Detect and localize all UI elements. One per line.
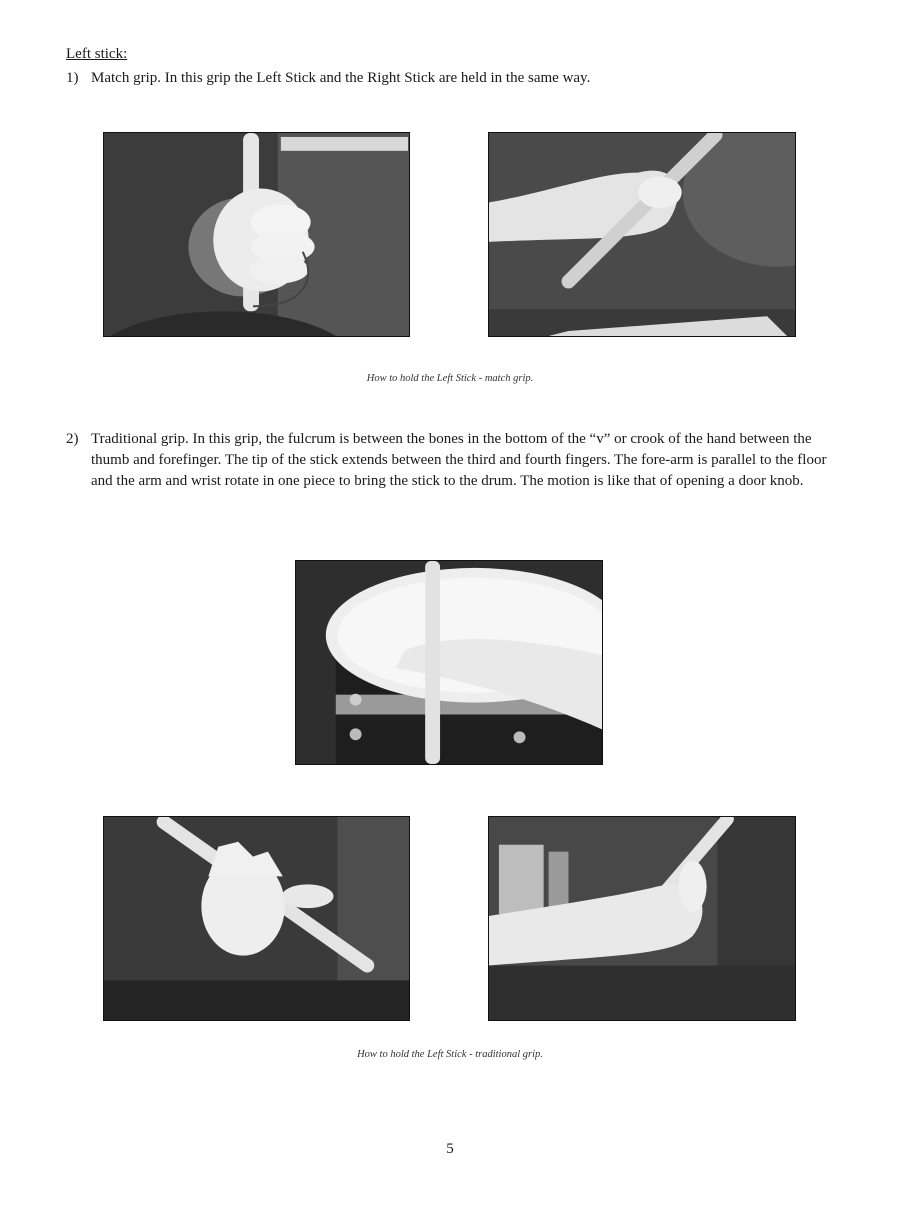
section-heading: Left stick:: [66, 46, 128, 62]
item-number: 2): [66, 431, 79, 447]
match-grip-photo-side: [488, 132, 796, 337]
traditional-grip-photo-drum: [295, 560, 603, 765]
page-number: 5: [446, 1141, 454, 1157]
caption-match-grip: How to hold the Left Stick - match grip.: [366, 373, 534, 384]
traditional-grip-photo-front: [103, 816, 410, 1021]
item-text: Match grip. In this grip the Left Stick and the Right Stick are held in the same way.: [91, 70, 591, 86]
list-item: [66, 68, 836, 89]
match-grip-photo-front: [103, 132, 410, 337]
traditional-grip-photo-side: [488, 816, 796, 1021]
item-number: 1): [66, 70, 79, 86]
caption-traditional-grip: How to hold the Left Stick - traditional grip.: [357, 1049, 543, 1060]
list-item: [66, 429, 836, 492]
item-text: Traditional grip. In this grip, the fulcrum is between the bones in the bottom of the “v” or crook of the hand between the thumb and forefinger. The tip of the stick extends between the third and fourth fingers. The fore-arm is parallel to the floor and the arm and wrist rotate in one piece to bring the stick to the drum. The motion is like that of opening a door knob.: [91, 431, 827, 489]
